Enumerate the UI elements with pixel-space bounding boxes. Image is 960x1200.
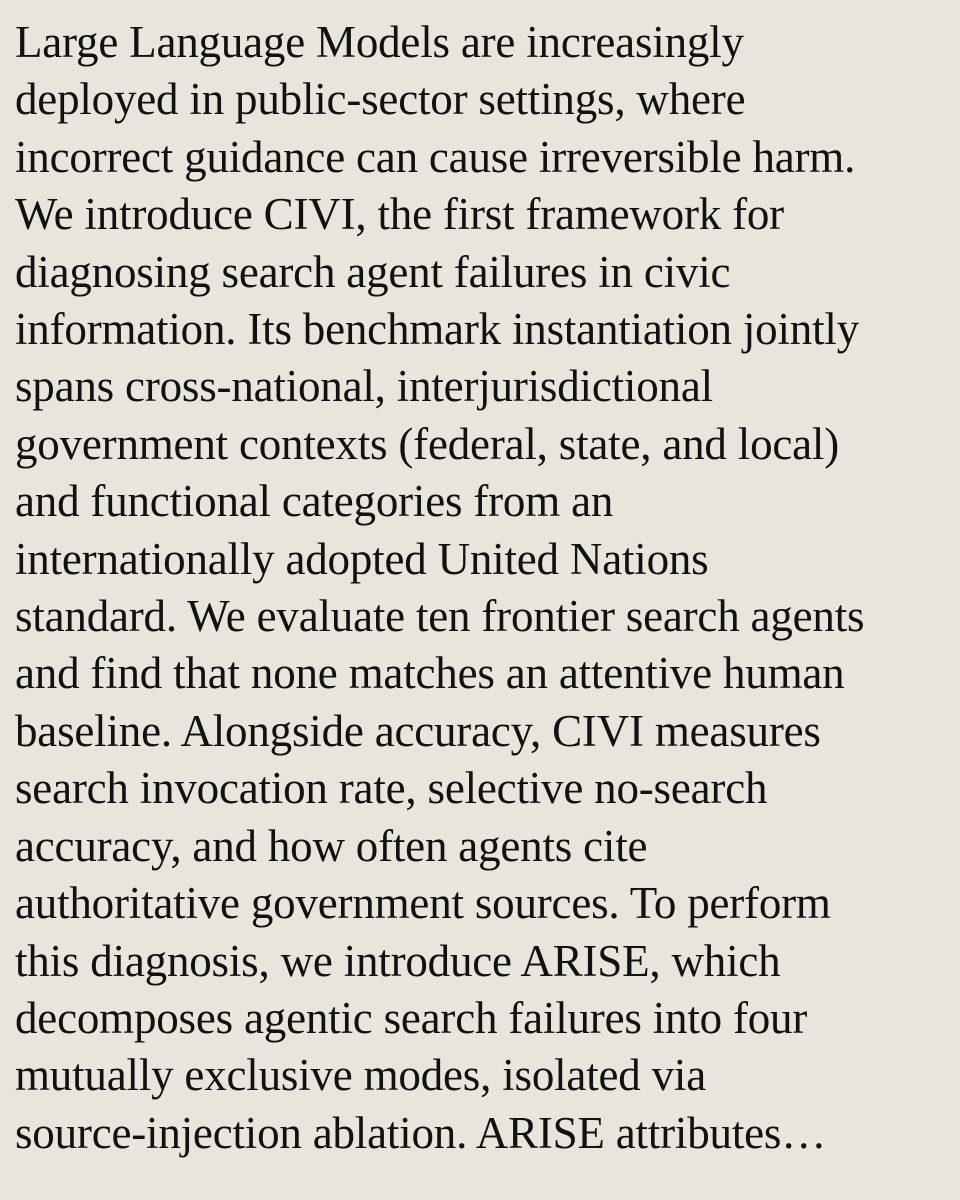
text-line: Large Language Models are increasingly	[15, 17, 744, 67]
text-line: accuracy, and how often agents cite	[15, 820, 648, 871]
text-line: internationally adopted United Nations	[15, 533, 709, 584]
abstract-text	[15, 14, 955, 1162]
text-line: mutually exclusive modes, isolated via	[15, 1050, 706, 1101]
text-line: information. Its benchmark instantiation jointly	[15, 304, 859, 355]
text-line: authoritative government sources. To perform	[15, 878, 831, 929]
text-line: and find that none matches an attentive human	[15, 648, 845, 699]
text-line: baseline. Alongside accuracy, CIVI measures	[15, 705, 821, 756]
text-line: deployed in public-sector settings, where	[15, 74, 746, 125]
text-line: We introduce CIVI, the first framework for	[15, 189, 784, 240]
text-line: this diagnosis, we introduce ARISE, which	[15, 935, 781, 986]
text-line: spans cross-national, interjurisdictional	[15, 361, 713, 412]
text-line: diagnosing search agent failures in civic	[15, 246, 731, 297]
text-line: incorrect guidance can cause irreversible harm.	[15, 131, 856, 182]
text-line: standard. We evaluate ten frontier search agents	[15, 591, 865, 642]
text-line: source-injection ablation. ARISE attributes…	[15, 1107, 827, 1158]
text-line: search invocation rate, selective no-search	[15, 763, 768, 814]
text-line: government contexts (federal, state, and local)	[15, 418, 840, 469]
text-line: and functional categories from an	[15, 476, 614, 527]
text-line: decomposes agentic search failures into four	[15, 992, 808, 1043]
